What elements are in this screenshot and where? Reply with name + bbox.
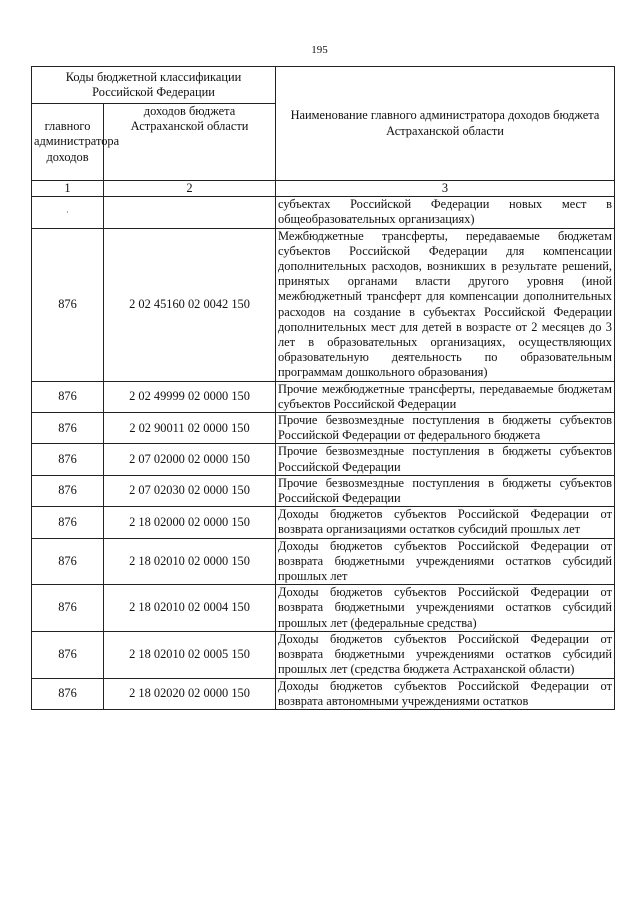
income-code-cell: 2 18 02000 02 0000 150 — [104, 507, 276, 538]
income-code-cell: 2 18 02010 02 0000 150 — [104, 538, 276, 585]
admin-code-cell: 876 — [32, 444, 104, 475]
admin-code-cell: 876 — [32, 585, 104, 632]
table-row — [32, 631, 615, 678]
income-name-cell: Прочие безвозмездные поступления в бюджеты субъектов Российской Федерации от федерального бюджета — [276, 413, 615, 444]
income-name-cell: Прочие безвозмездные поступления в бюджеты субъектов Российской Федерации — [276, 444, 615, 475]
income-name-cell: субъектах Российской Федерации новых мест в общеобразовательных организациях) — [276, 197, 615, 228]
table-row — [32, 381, 615, 412]
page-number: 195 — [311, 44, 328, 56]
column-number: 2 — [104, 181, 276, 197]
admin-code-cell: 876 — [32, 413, 104, 444]
budget-classification-table — [31, 66, 615, 710]
header-codes-group: Коды бюджетной классификации Российской Федерации — [32, 67, 276, 104]
admin-code-cell: 876 — [32, 228, 104, 381]
table-row — [32, 507, 615, 538]
table-row — [32, 475, 615, 506]
income-name-cell: Прочие безвозмездные поступления в бюджеты субъектов Российской Федерации — [276, 475, 615, 506]
income-name-cell: Доходы бюджетов субъектов Российской Федерации от возврата организациями остатков субсидий прошлых лет — [276, 507, 615, 538]
header-name-column: Наименование главного администратора доходов бюджета Астраханской области — [276, 67, 615, 181]
income-name-cell: Доходы бюджетов субъектов Российской Федерации от возврата автономными учреждениями остатков — [276, 678, 615, 709]
table-row — [32, 538, 615, 585]
income-code-cell: 2 02 49999 02 0000 150 — [104, 381, 276, 412]
income-name-cell: Доходы бюджетов субъектов Российской Федерации от возврата бюджетными учреждениями остатков субсидий прошлых лет (средства бюджета Астраханской области) — [276, 631, 615, 678]
income-name-cell: Прочие межбюджетные трансферты, передаваемые бюджетам субъектов Российской Федерации — [276, 381, 615, 412]
table-row — [32, 585, 615, 632]
column-number: 1 — [32, 181, 104, 197]
income-name-cell: Доходы бюджетов субъектов Российской Федерации от возврата бюджетными учреждениями остатков субсидий прошлых лет — [276, 538, 615, 585]
admin-code-cell: 876 — [32, 538, 104, 585]
income-code-cell: 2 18 02010 02 0005 150 — [104, 631, 276, 678]
income-code-cell: 2 07 02030 02 0000 150 — [104, 475, 276, 506]
table-row — [32, 197, 615, 228]
admin-code-cell: 876 — [32, 678, 104, 709]
admin-code-cell: 876 — [32, 507, 104, 538]
income-code-cell: 2 18 02020 02 0000 150 — [104, 678, 276, 709]
income-code-cell: 2 02 90011 02 0000 150 — [104, 413, 276, 444]
admin-code-cell: · — [32, 197, 104, 228]
income-code-cell: 2 18 02010 02 0004 150 — [104, 585, 276, 632]
admin-code-cell: 876 — [32, 631, 104, 678]
header-income-code: доходов бюджета Астраханской области — [104, 104, 276, 181]
table-row — [32, 413, 615, 444]
column-number: 3 — [276, 181, 615, 197]
income-name-cell: Доходы бюджетов субъектов Российской Федерации от возврата бюджетными учреждениями остатков субсидий прошлых лет (федеральные средства) — [276, 585, 615, 632]
income-name-cell: Межбюджетные трансферты, передаваемые бюджетам субъектов Российской Федерации для компенсации дополнительных расходов, возникших в результате решений, принятых органами власти другого уровня (иной межбюджетный трансферт для компенсации дополнительных расходов на создание в субъектах Российской Федерации дополнительных мест для детей в возрасте от 2 месяцев до 3 лет в образовательных организациях, осуществляющих образовательную деятельность по образовательным программам дошкольного образования) — [276, 228, 615, 381]
income-code-cell — [104, 197, 276, 228]
admin-code-cell: 876 — [32, 475, 104, 506]
table-row — [32, 678, 615, 709]
admin-code-cell: 876 — [32, 381, 104, 412]
table-row — [32, 228, 615, 381]
income-code-cell: 2 02 45160 02 0042 150 — [104, 228, 276, 381]
income-code-cell: 2 07 02000 02 0000 150 — [104, 444, 276, 475]
header-admin-code: главного администратора доходов — [32, 104, 104, 181]
table-row — [32, 444, 615, 475]
